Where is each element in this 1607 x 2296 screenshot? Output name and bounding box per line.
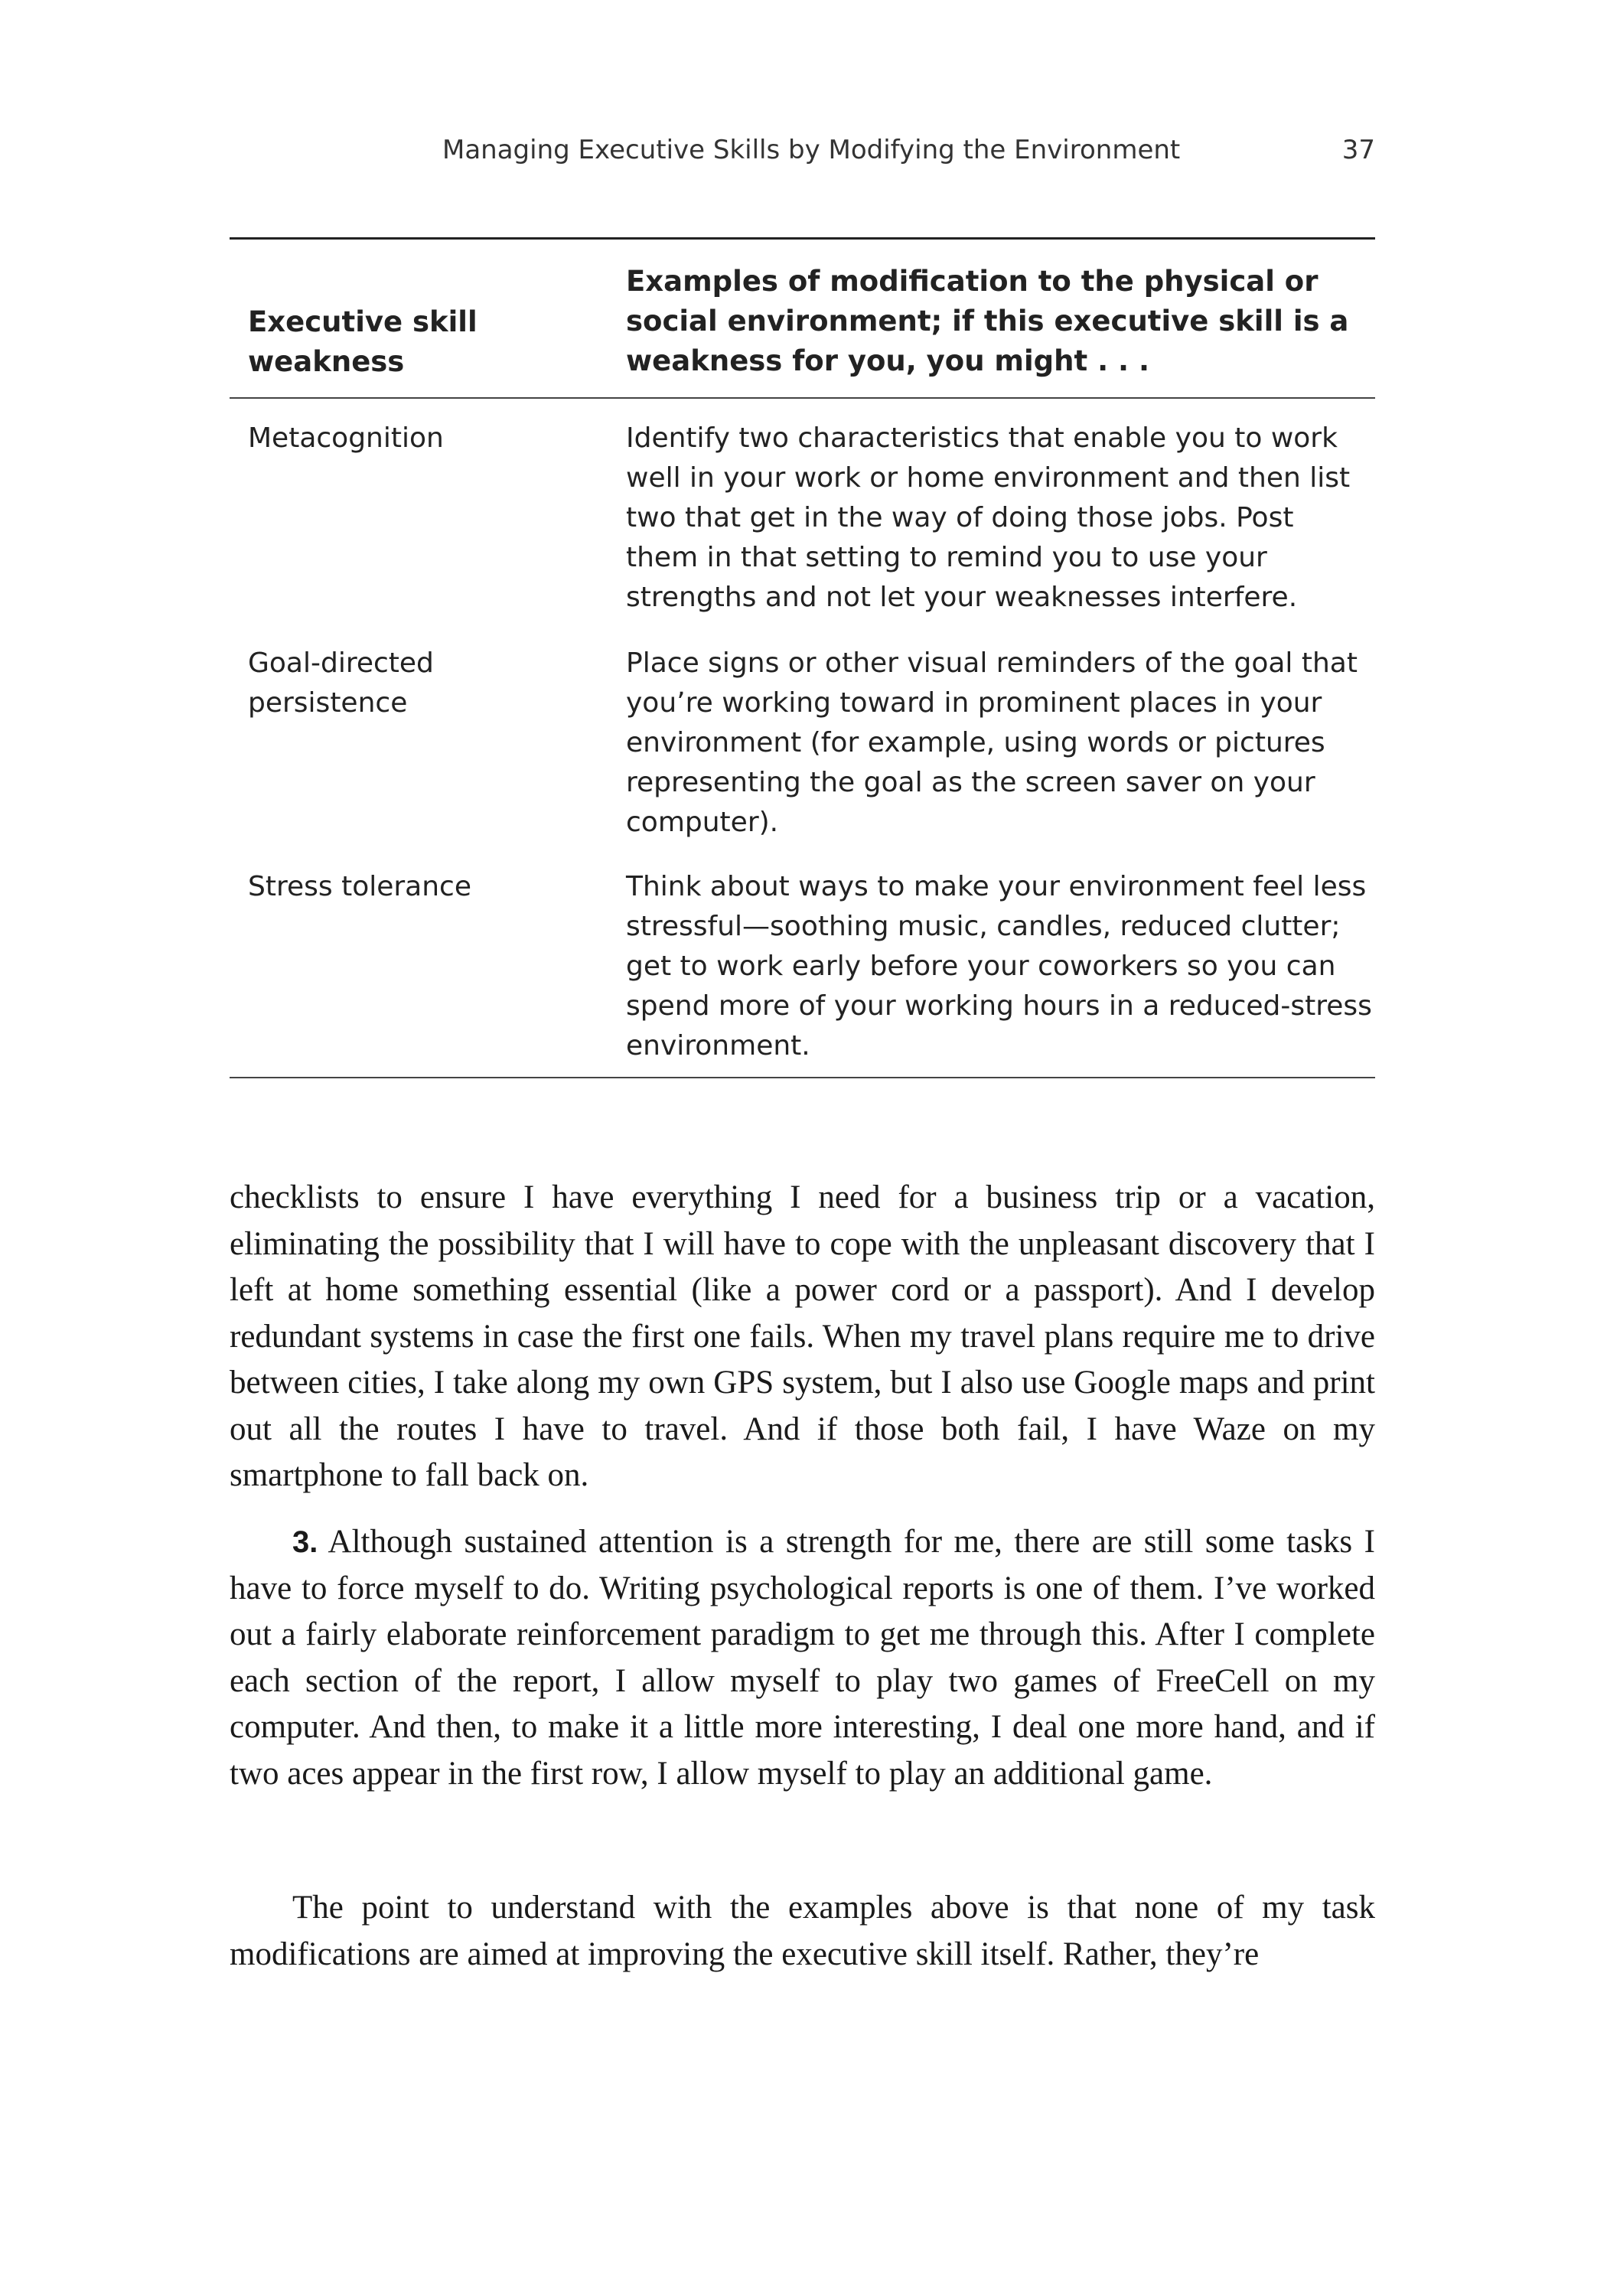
numbered-paragraph-text: Although sustained attention is a strength for me, there are still some tasks I have to force myself to do. Writing psychological reports is one of them. I’ve worked out a fairly elaborate reinforcement paradigm to get me through this. After I complete each section of the report, I allow myself to play two games of FreeCell on my computer. And then, to make it a little more interesting, I deal one more hand, and if two aces appear in the first row, I allow myself to play an additional game. (230, 1524, 1375, 1792)
paragraph-number: 3. (292, 1525, 318, 1559)
table-cell-skill: Metacognition (248, 422, 444, 454)
executive-skills-table (230, 237, 1375, 1078)
running-header-title: Managing Executive Skills by Modifying the Environment (442, 135, 1181, 165)
page-number: 37 (1341, 135, 1375, 165)
column-header-skill: Executive skill weakness (248, 305, 478, 378)
table-cell-skill: Goal-directed persistence (248, 647, 434, 719)
body-paragraph: checklists to ensure I have everything I need for a business trip or a vacation, eliminating the possibility that I will have to cope with the unpleasant discovery that I left at home something essential (like a power cord or a passport). And I develop redundant systems in case the first one fails. When my travel plans require me to drive between cities, I take along my own GPS system, but I also use Google maps and print out all the routes I have to travel. And if those both fail, I have Waze on my smartphone to fall back on. (230, 1179, 1375, 1493)
table-body (230, 399, 1375, 1077)
running-header (230, 135, 1375, 173)
table-cell-modification: Think about ways to make your environment feel less stressful—soothing music, candles, reduced clutter; get to work early before your coworkers so you can spend more of your working hours in a reduced-stress environment. (626, 871, 1372, 1062)
body-paragraph: The point to understand with the examples above is that none of my task modifications are aimed at improving the executive skill itself. Rather, they’re (230, 1890, 1375, 1972)
table-header (230, 240, 1375, 397)
table-cell-skill: Stress tolerance (248, 871, 471, 902)
table-cell-modification: Place signs or other visual reminders of the goal that you’re working toward in prominent places in your environment (for example, using words or pictures representing the goal as the screen saver on your computer). (626, 647, 1358, 838)
table-cell-modification: Identify two characteristics that enable you to work well in your work or home environment and then list two that get in the way of doing those jobs. Post them in that setting to remind you to use your strengths and not let your weaknesses interfere. (626, 422, 1351, 613)
column-header-modification: Examples of modification to the physical or social environment; if this executive skill is a weakness for you, you might . . . (626, 265, 1349, 377)
numbered-paragraph (230, 1519, 1375, 1797)
table-bottom-rule (230, 1077, 1375, 1078)
